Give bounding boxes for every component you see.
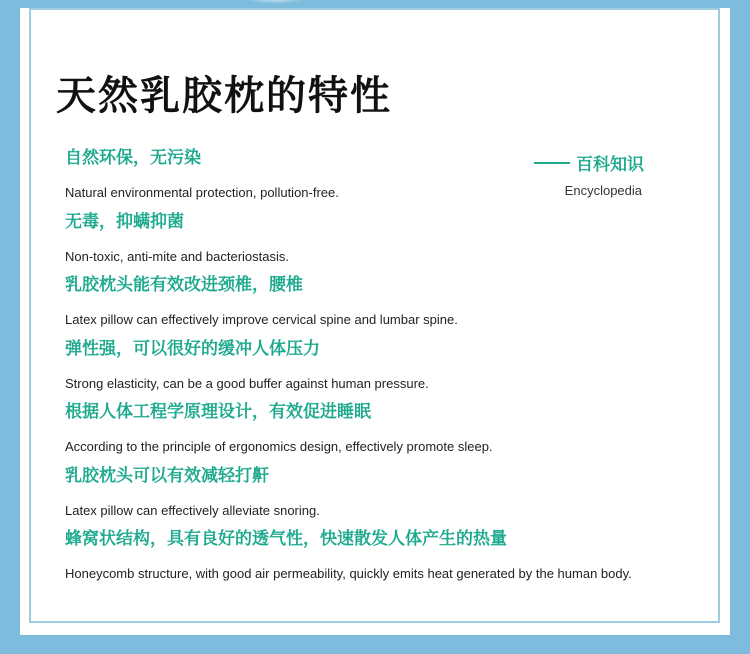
- feature-title: 乳胶枕头能有效改进颈椎，腰椎: [65, 275, 303, 295]
- dash-decoration: [534, 162, 570, 164]
- encyclopedia-subtitle: Encyclopedia: [564, 183, 642, 198]
- feature-title: 弹性强，可以很好的缓冲人体压力: [65, 338, 320, 359]
- feature-description: Strong elasticity, can be a good buffer against human pressure.: [65, 375, 429, 391]
- feature-description: Latex pillow can effectively alleviate snoring.: [65, 502, 320, 518]
- encyclopedia-note: [534, 150, 644, 198]
- feature-description: According to the principle of ergonomics design, effectively promote sleep.: [65, 439, 493, 454]
- page-title: 天然乳胶枕的特性: [56, 73, 392, 119]
- content-card: [20, 8, 730, 635]
- feature-description: Latex pillow can effectively improve cervical spine and lumbar spine.: [65, 312, 458, 327]
- feature-description: Natural environmental protection, pollution-free.: [65, 185, 339, 200]
- feature-description: Honeycomb structure, with good air permeability, quickly emits heat generated by the human body.: [65, 566, 632, 581]
- encyclopedia-title-text: 百科知识: [576, 155, 644, 175]
- encyclopedia-title: [534, 150, 644, 175]
- feature-title: 无毒，抑螨抑菌: [65, 211, 184, 232]
- feature-title: 根据人体工程学原理设计，有效促进睡眠: [65, 402, 371, 422]
- feature-title: 自然环保，无污染: [65, 148, 201, 168]
- feature-description: Non-toxic, anti-mite and bacteriostasis.: [65, 248, 289, 264]
- feature-title: 蜂窝状结构，具有良好的透气性，快速散发人体产生的热量: [65, 529, 507, 549]
- top-glow-decoration: [240, 0, 310, 4]
- feature-title: 乳胶枕头可以有效减轻打鼾: [65, 465, 269, 486]
